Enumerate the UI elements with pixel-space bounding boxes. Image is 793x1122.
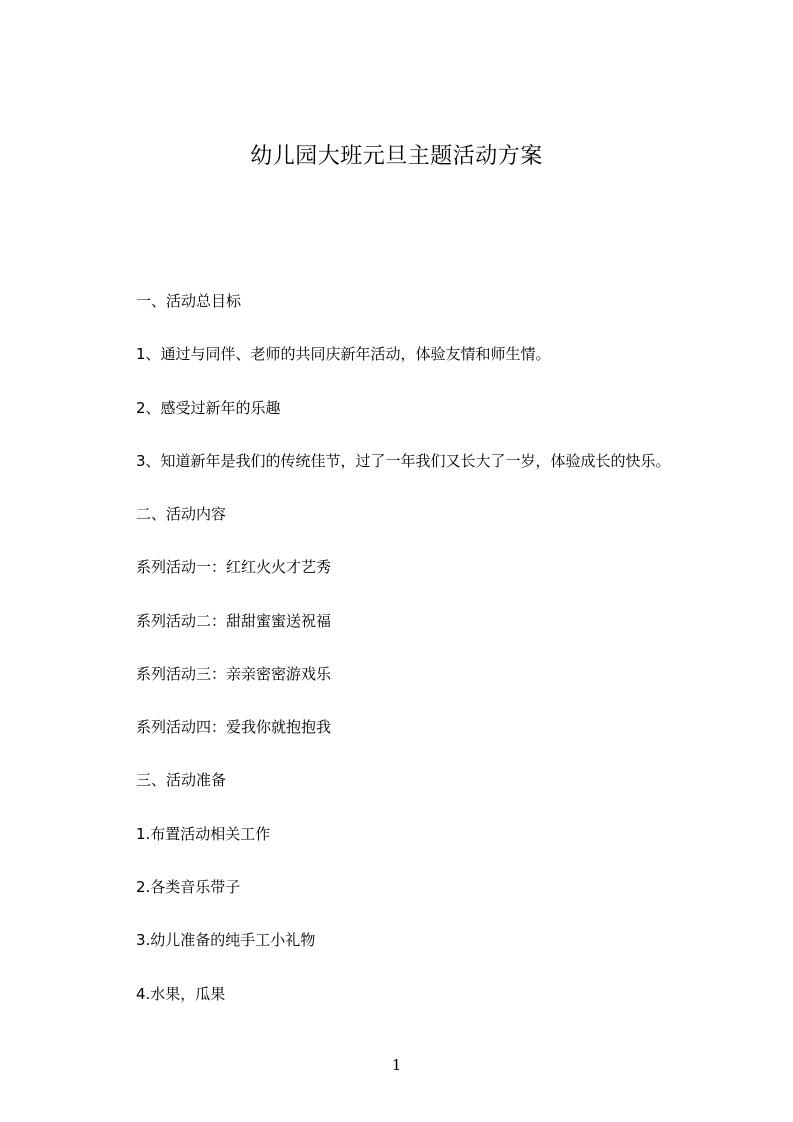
section-heading-goals: 一、活动总目标 xyxy=(136,292,242,310)
goal-item-2: 2、感受过新年的乐趣 xyxy=(136,399,281,417)
preparation-item-2: 2.各类音乐带子 xyxy=(136,878,241,896)
activity-series-1: 系列活动一：红红火火才艺秀 xyxy=(136,558,332,576)
preparation-item-4: 4.水果，瓜果 xyxy=(136,985,226,1003)
section-heading-content: 二、活动内容 xyxy=(136,505,227,523)
preparation-item-1: 1.布置活动相关工作 xyxy=(136,825,271,843)
activity-series-2: 系列活动二：甜甜蜜蜜送祝福 xyxy=(136,612,332,630)
preparation-item-3: 3.幼儿准备的纯手工小礼物 xyxy=(136,931,316,949)
activity-series-3: 系列活动三：亲亲密密游戏乐 xyxy=(136,665,332,683)
goal-item-1: 1、通过与同伴、老师的共同庆新年活动，体验友情和师生情。 xyxy=(136,345,551,363)
activity-series-4: 系列活动四：爱我你就抱抱我 xyxy=(136,718,332,736)
goal-item-3: 3、知道新年是我们的传统佳节，过了一年我们又长大了一岁，体验成长的快乐。 xyxy=(136,452,671,470)
document-title: 幼儿园大班元旦主题活动方案 xyxy=(250,144,543,169)
page-number: 1 xyxy=(391,1056,402,1074)
section-heading-preparation: 三、活动准备 xyxy=(136,771,227,789)
